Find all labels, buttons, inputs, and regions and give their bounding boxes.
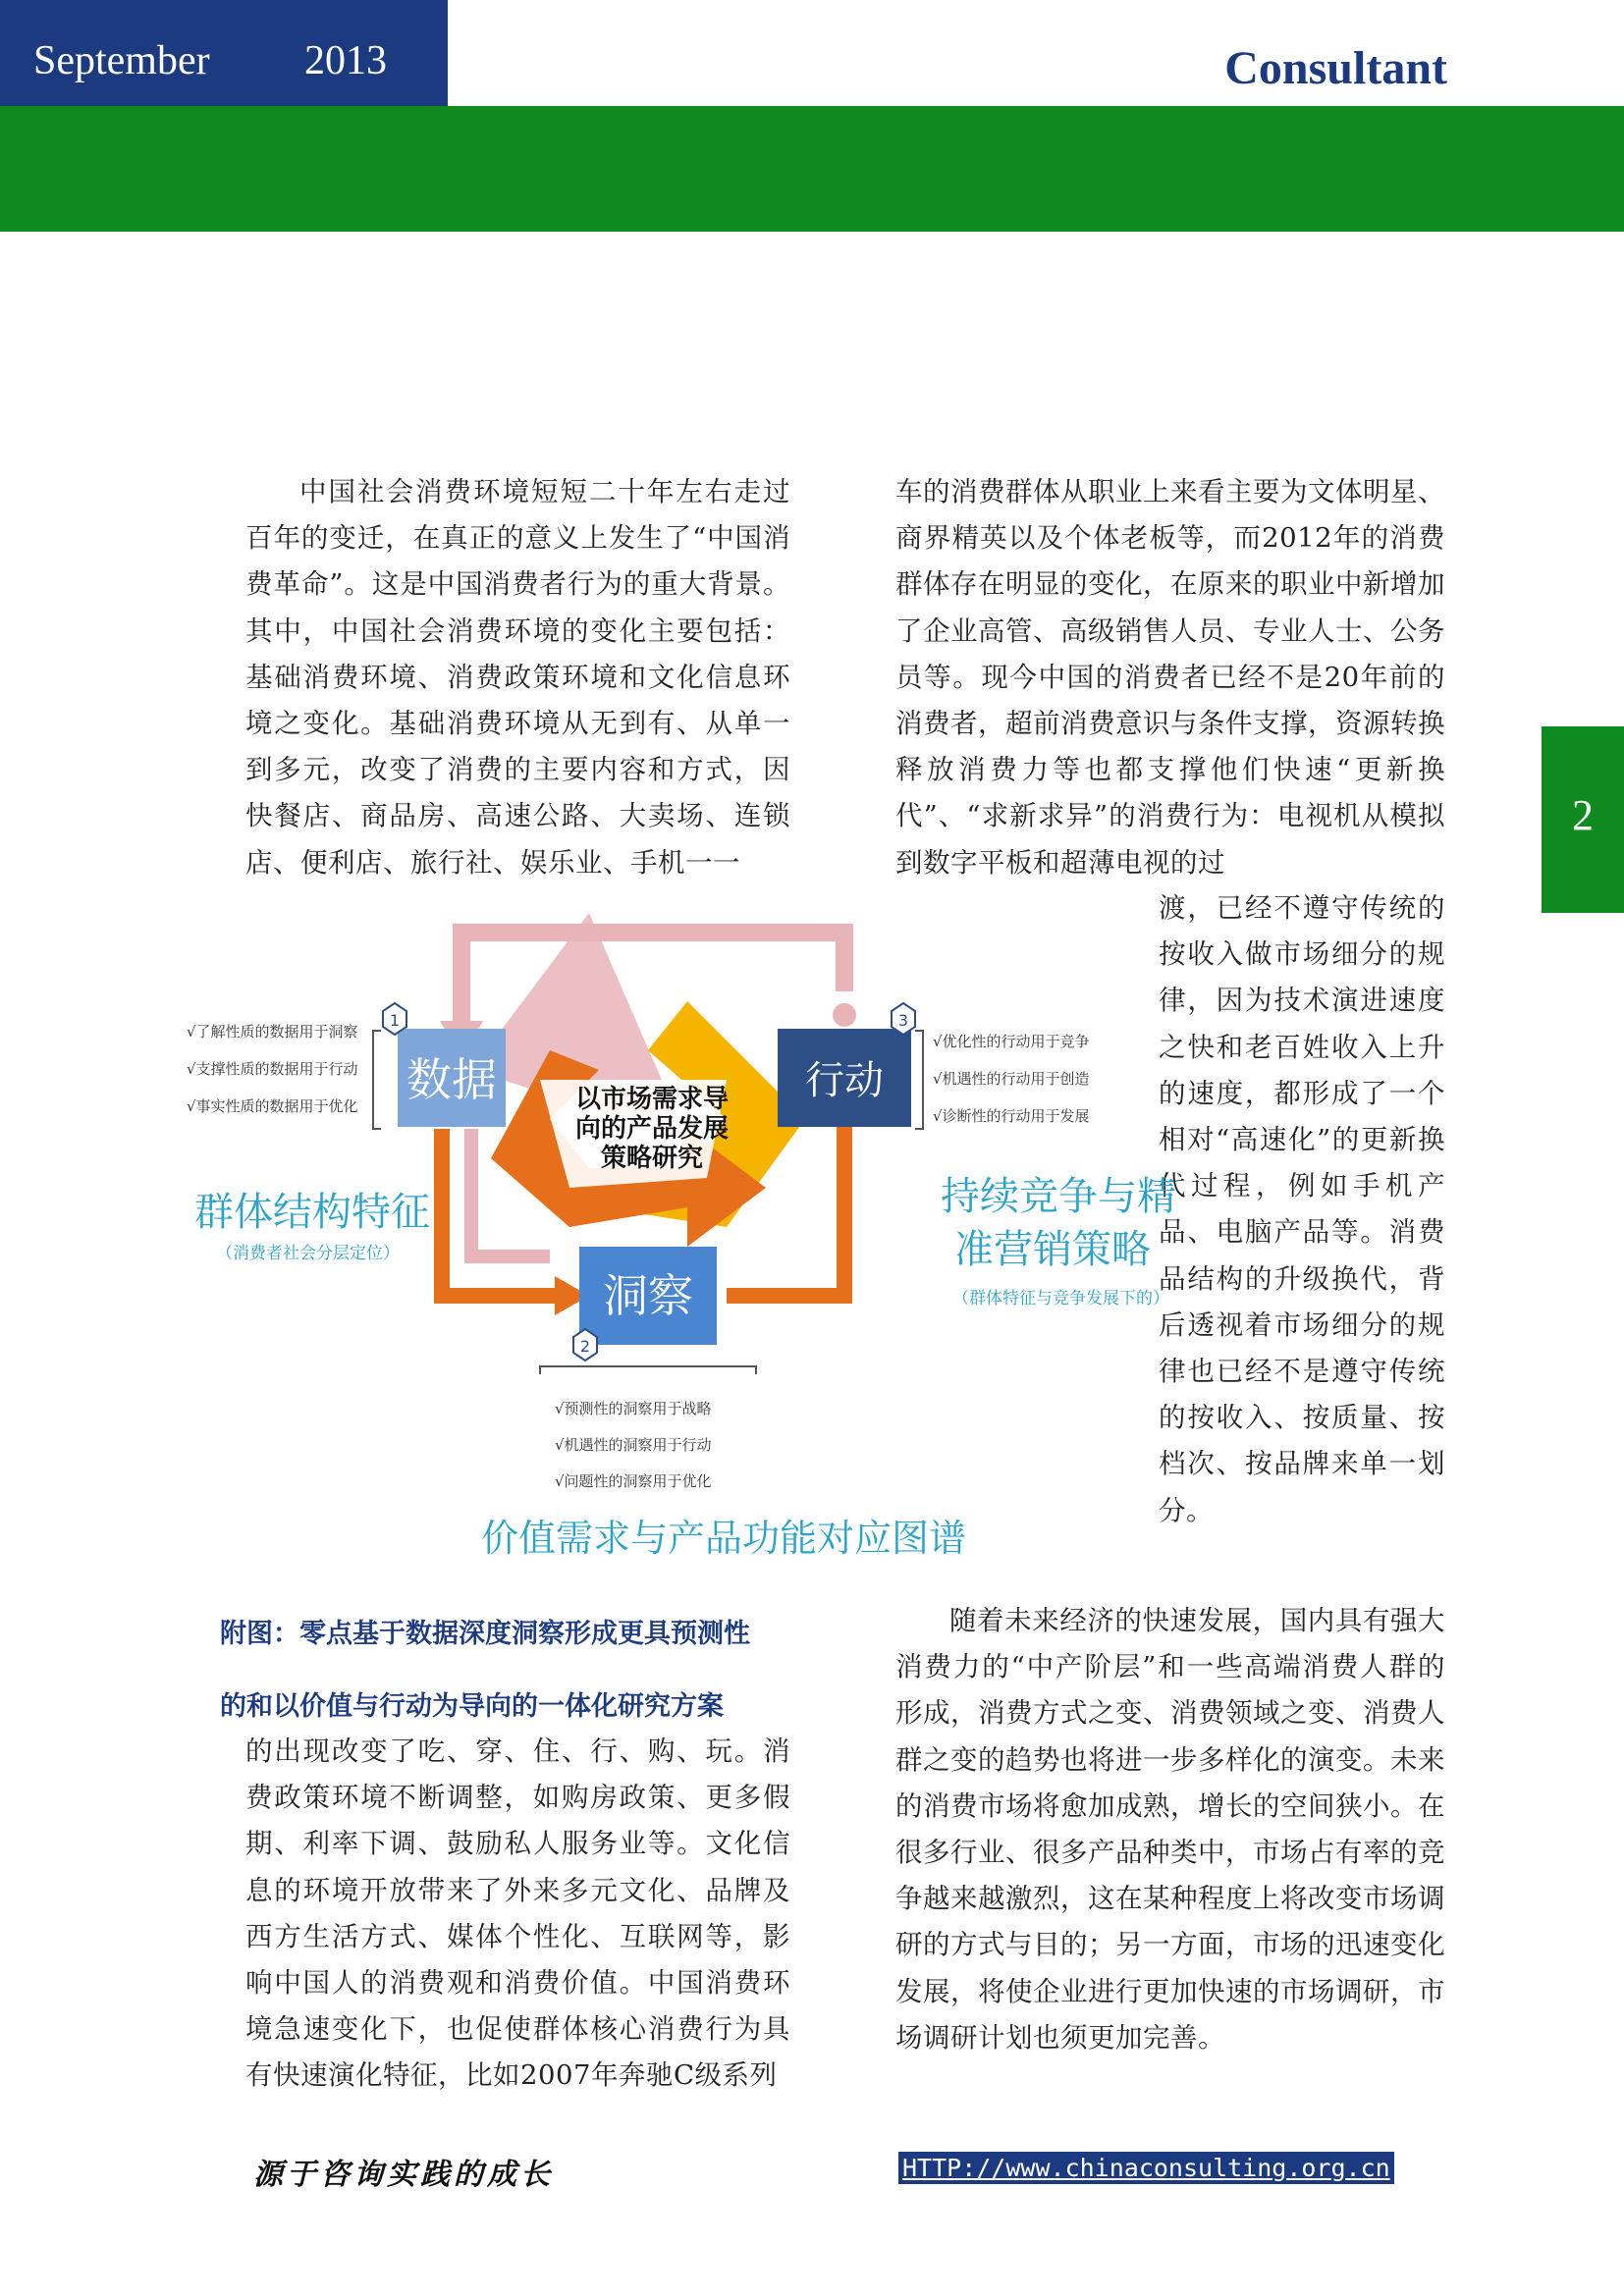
paragraph: 随着未来经济的快速发展，国内具有强大消费力的“中产阶层”和一些高端消费人群的形成，消费方式之变、消费领域之变、消费人群之变的趋势也将进一步多样化的演变。未来的消费市场将愈加成熟，增长的空间狭小。在很多行业、很多产品种类中，市场占有率的竞争越来越激烈，这在某种程度上将改变市场调研的方式与目的；另一方面，市场的迅速变化发展，将使企业进行更加快速的市场调研，市场调研计划也须更加完善。 (895, 1605, 1445, 2054)
insight-box-label: 洞察 (603, 1269, 693, 1322)
number-2: 2 (579, 1337, 591, 1356)
caption-line-1: 附图：零点基于数据深度洞察形成更具预测性 (220, 1619, 750, 1649)
action-box-label: 行动 (805, 1058, 884, 1103)
left-title: 群体结构特征 (194, 1190, 430, 1235)
bottom-bracket (540, 1366, 756, 1374)
right-subtitle: （群体特征与竞争发展下的） (952, 1289, 1169, 1308)
paragraph: 的出现改变了吃、穿、住、行、购、玩。消费政策环境不断调整，如购房政策、更多假期、利率下调、鼓励私人服务业等。文化信息的环境开放带来了外来多元文化、品牌及西方生活方式、媒体个性化、互联网等，影响中国人的消费观和消费价值。中国消费环境急速变化下，也促使群体核心消费行为具有快速演化特征，比如2007年奔驰C级系列 (245, 1735, 790, 2092)
right-title-1: 持续竞争与精 (941, 1174, 1176, 1219)
article-column-right-narrow (1159, 885, 1445, 1534)
left-list-1: √了解性质的数据用于洞察 (187, 1023, 358, 1041)
footer-slogan: 源于咨询实践的成长 (253, 2158, 554, 2192)
bottom-list-3: √问题性的洞察用于优化 (555, 1472, 712, 1490)
pink-node (833, 1003, 856, 1027)
right-list-2: √机遇性的行动用于创造 (933, 1070, 1090, 1088)
footer-link[interactable]: HTTP://www.chinaconsulting.org.cn (898, 2152, 1394, 2184)
number-1: 1 (389, 1011, 401, 1030)
left-subtitle: （消费者社会分层定位） (216, 1244, 400, 1263)
header-green-band (0, 106, 1624, 232)
right-list-1: √优化性的行动用于竞争 (933, 1033, 1090, 1050)
left-list-3: √事实性质的数据用于优化 (187, 1097, 358, 1115)
left-list-2: √支撑性质的数据用于行动 (187, 1060, 358, 1078)
number-3: 3 (897, 1011, 909, 1030)
issue-year: 2013 (304, 38, 387, 83)
right-bracket (915, 1031, 923, 1129)
bottom-title: 价值需求与产品功能对应图谱 (481, 1517, 967, 1560)
right-title-2: 准营销策略 (954, 1227, 1151, 1272)
page-number: 2 (1572, 791, 1594, 839)
paragraph: 渡，已经不遵守传统的按收入做市场细分的规律，因为技术演进速度之快和老百姓收入上升的速度，都形成了一个相对“高速化”的更新换代过程，例如手机产品、电脑产品等。消费品结构的升级换代，背后透视着市场细分的规律也已经不是遵守传统的按收入、按质量、按档次、按品牌来单一划分。 (1159, 892, 1445, 1526)
center-text-2: 向的产品发展 (574, 1114, 730, 1144)
article-column-left-top (245, 469, 790, 886)
paragraph: 车的消费群体从职业上来看主要为文体明星、商界精英以及个体老板等，而2012年的消费群体存在明显的变化，在原来的职业中新增加了企业高管、高级销售人员、专业人士、公务员等。现今中国的消费者已经不是20年前的消费者，超前消费意识与条件支撑，资源转换释放消费力等也都支撑他们快速“更新换代”、“求新求异”的消费行为：电视机从模拟到数字平板和超薄电视的过 (895, 476, 1445, 879)
figure-caption (220, 1598, 809, 1743)
bottom-list-1: √预测性的洞察用于战略 (555, 1400, 712, 1417)
center-text-3: 策略研究 (600, 1144, 704, 1173)
article-column-right-bottom (895, 1598, 1445, 2061)
research-diagram (177, 913, 1176, 1580)
caption-line-2: 的和以价值与行动为导向的一体化研究方案 (220, 1691, 724, 1722)
magazine-title: Consultant (1224, 42, 1447, 94)
paragraph: 中国社会消费环境短短二十年左右走过百年的变迁，在真正的意义上发生了“中国消费革命”。这是中国消费者行为的重大背景。其中，中国社会消费环境的变化主要包括：基础消费环境、消费政策环境和文化信息环境之变化。基础消费环境从无到有、从单一到多元，改变了消费的主要内容和方式，因快餐店、商品房、高速公路、大卖场、连锁店、便利店、旅行社、娱乐业、手机一一 (245, 476, 790, 879)
right-list-3: √诊断性的行动用于发展 (933, 1107, 1090, 1125)
left-bracket (373, 1031, 381, 1129)
center-text-1: 以市场需求导 (574, 1085, 730, 1114)
issue-month: September (33, 38, 210, 83)
article-column-right-top (895, 469, 1445, 886)
article-column-left-bottom (245, 1729, 790, 2100)
data-box-label: 数据 (406, 1053, 497, 1106)
bottom-list-2: √机遇性的洞察用于行动 (555, 1436, 712, 1454)
